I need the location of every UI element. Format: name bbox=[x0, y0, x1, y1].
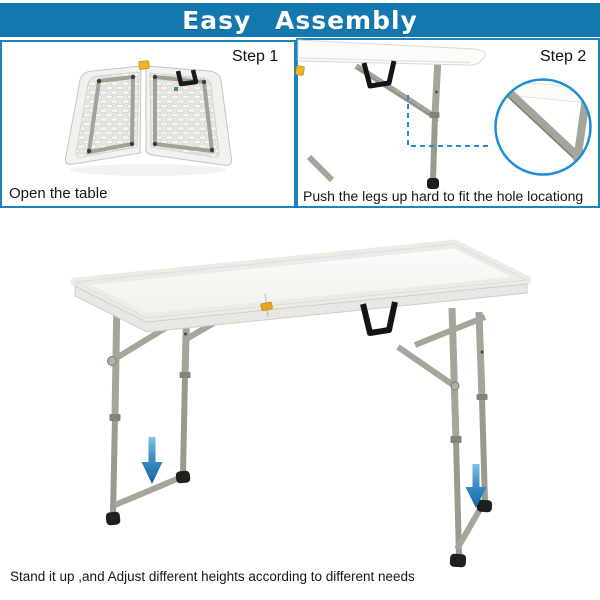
right-rear-leg-collar bbox=[477, 394, 488, 400]
leg-lower-section bbox=[433, 115, 435, 181]
second-leg-brace bbox=[309, 157, 332, 180]
right-front-foot-cap bbox=[450, 553, 467, 567]
left-brace-pivot bbox=[108, 357, 117, 366]
right-brace-front bbox=[398, 347, 456, 387]
left-front-foot-cap bbox=[105, 511, 120, 525]
leg-adjust-collar bbox=[430, 112, 440, 118]
left-front-leg-collar bbox=[110, 414, 121, 421]
right-leg-screw bbox=[481, 351, 484, 354]
down-arrow-icon-left bbox=[142, 437, 163, 484]
photo-shadow bbox=[70, 164, 226, 176]
right-front-leg-upper bbox=[452, 308, 456, 440]
zoom-circle-inset bbox=[495, 80, 599, 175]
folded-table-photo bbox=[65, 60, 231, 176]
step1-label: Step 1 bbox=[232, 48, 279, 65]
banner-title: Easy Assembly bbox=[182, 5, 418, 35]
step2-label: Step 2 bbox=[540, 48, 587, 65]
final-step-caption: Stand it up ,and Adjust different heights according to different needs bbox=[10, 569, 415, 584]
step2-caption: Push the legs up hard to fit the hole locationg bbox=[303, 188, 584, 204]
right-brace-pivot bbox=[451, 382, 459, 390]
green-indicator-dot bbox=[174, 87, 178, 91]
carry-handle-strap bbox=[364, 61, 394, 86]
right-leg-assembly bbox=[398, 308, 485, 556]
leg-screw bbox=[435, 91, 438, 94]
left-foot-crossbar bbox=[115, 476, 184, 505]
lock-latch-orange bbox=[139, 60, 150, 69]
right-front-leg-lower bbox=[456, 440, 459, 556]
left-rear-foot-cap bbox=[175, 470, 190, 483]
leg-upper-section bbox=[435, 58, 438, 115]
table-edge-photo bbox=[295, 40, 485, 189]
right-rear-leg-upper bbox=[479, 312, 482, 398]
left-front-leg-lower bbox=[113, 418, 115, 514]
assembled-table-photo bbox=[75, 244, 527, 568]
left-rear-leg-collar bbox=[180, 372, 191, 378]
dashed-callout-line bbox=[408, 95, 492, 146]
dashed-highlight bbox=[408, 95, 492, 146]
lock-latch-orange-2 bbox=[295, 65, 304, 75]
right-front-leg-collar bbox=[451, 436, 462, 443]
left-rear-leg-lower bbox=[183, 376, 185, 474]
left-leg-screw bbox=[184, 333, 187, 336]
step1-caption: Open the table bbox=[9, 185, 108, 202]
